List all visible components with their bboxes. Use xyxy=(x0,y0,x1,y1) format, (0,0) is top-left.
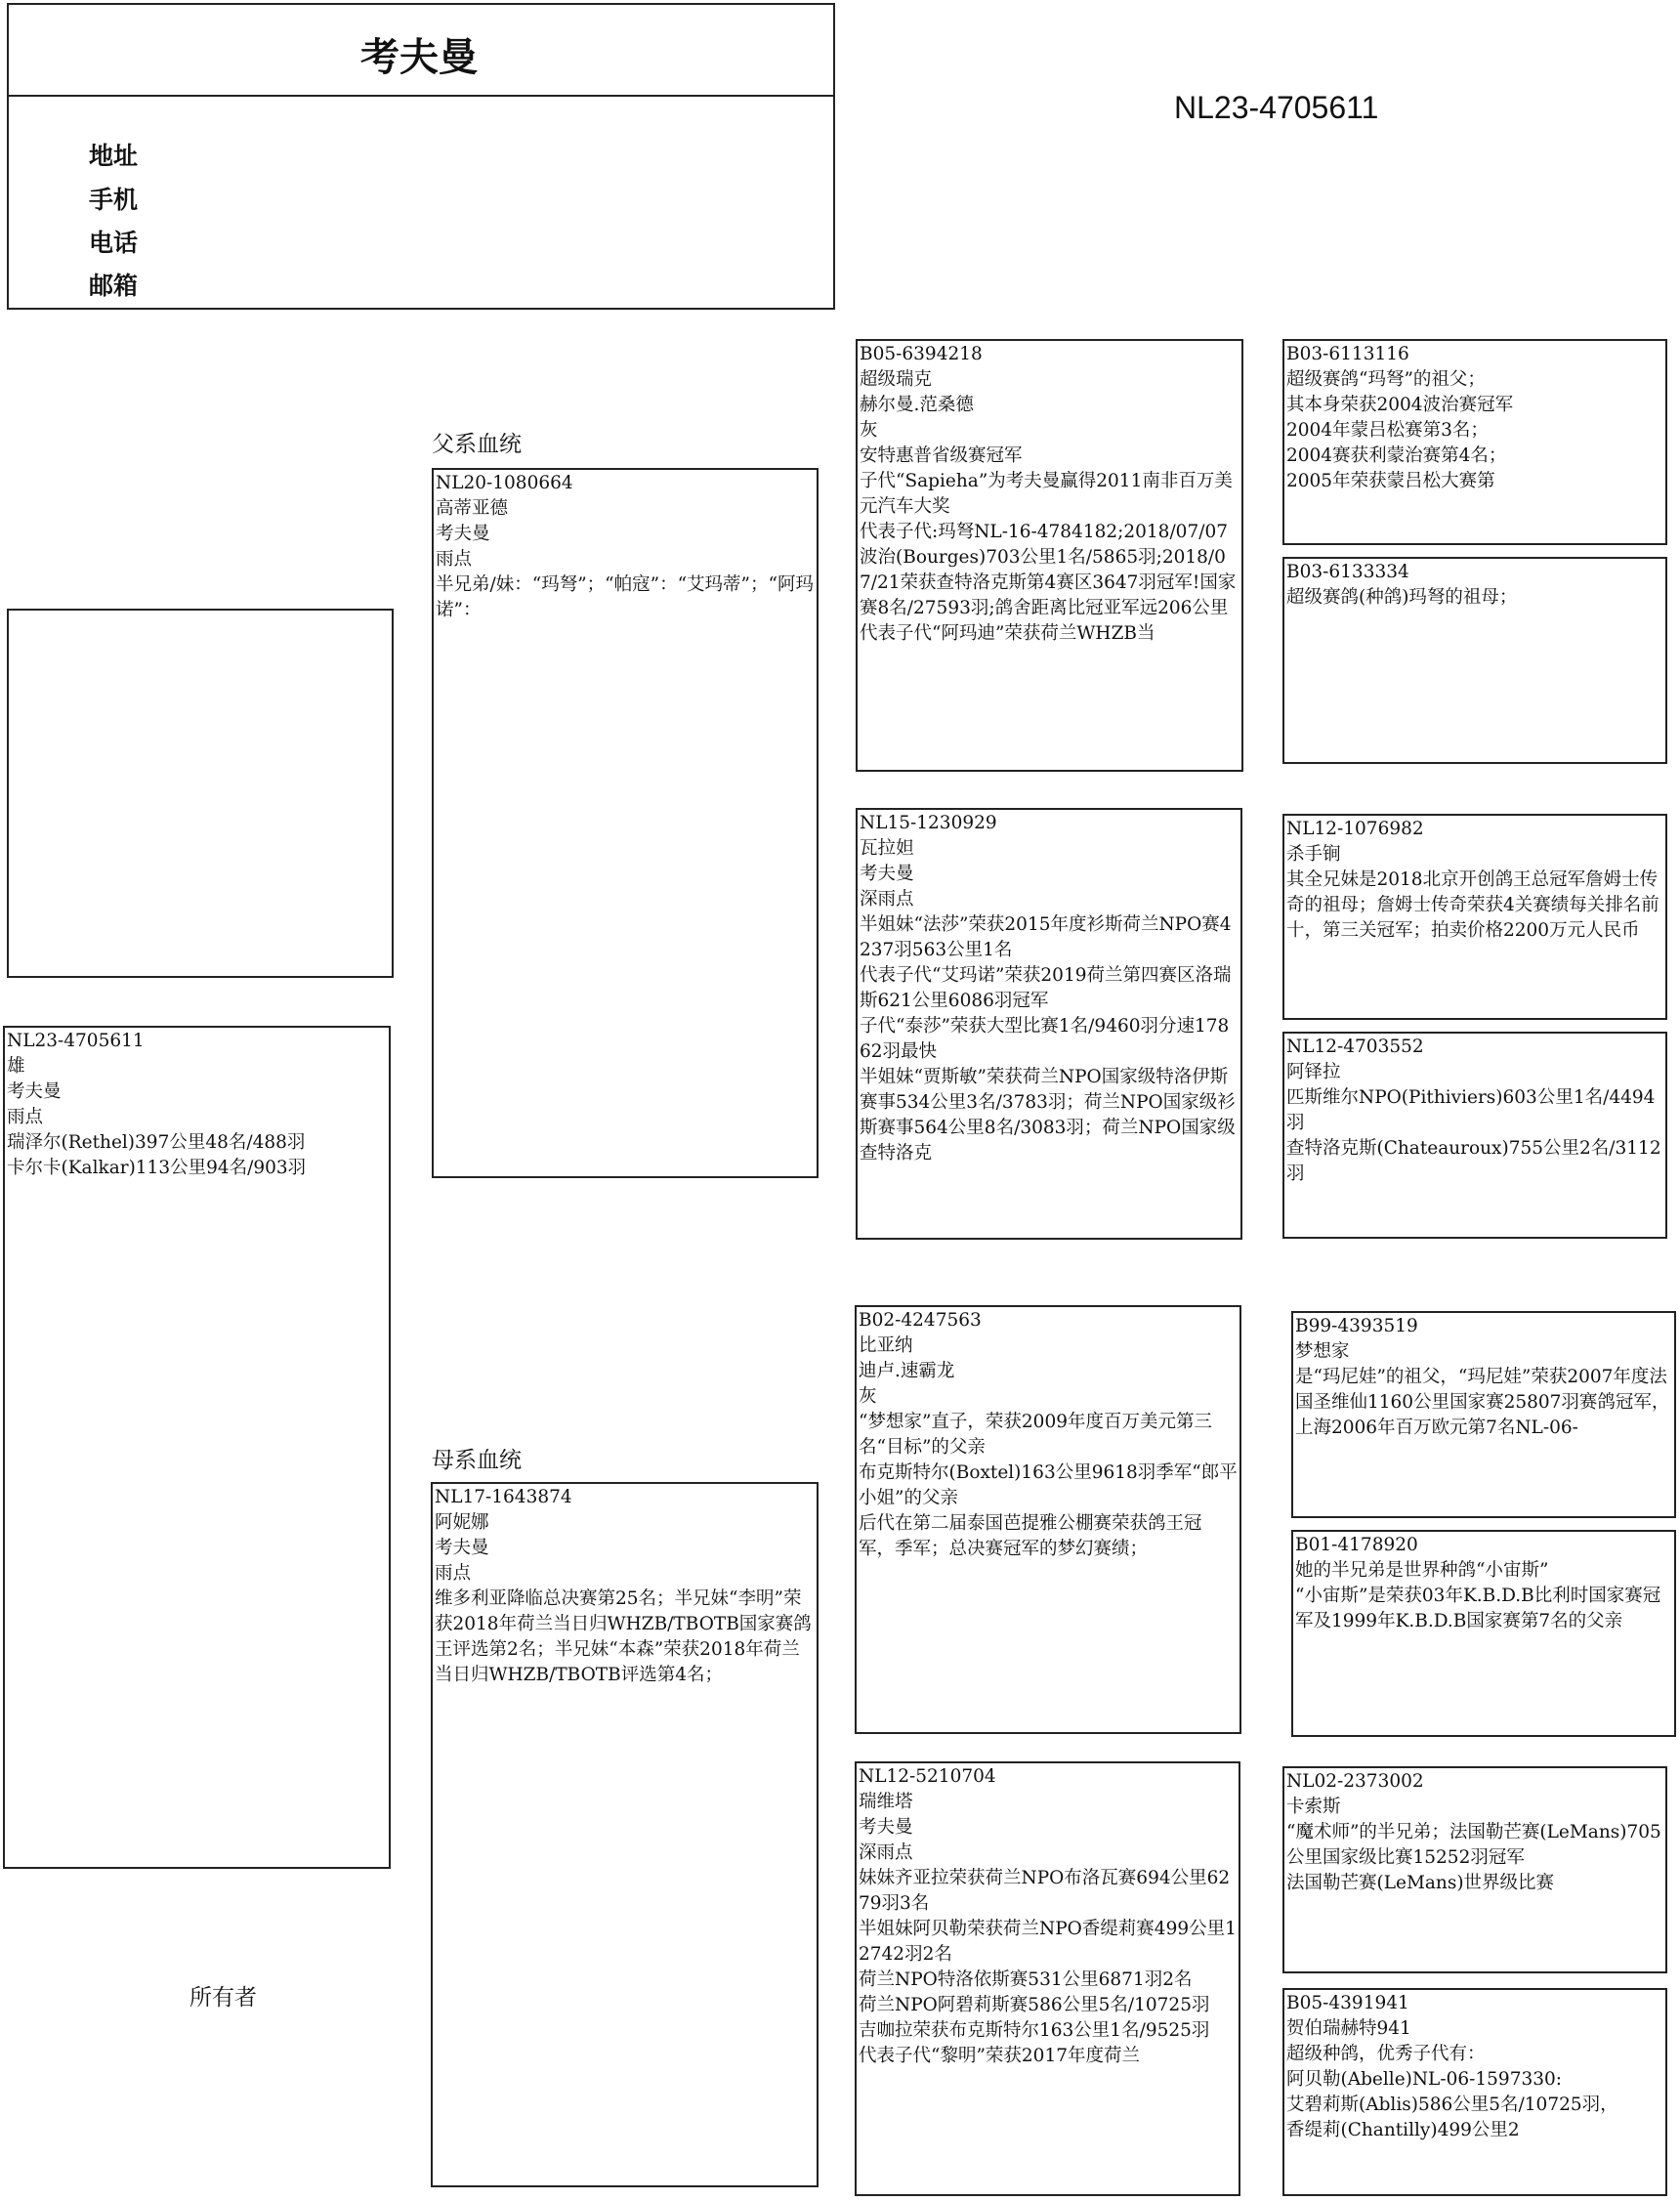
pedigree-line: 她的半兄弟是世界种鸽“小宙斯” xyxy=(1295,1560,1549,1581)
pedigree-line: 迪卢.速霸龙 xyxy=(859,1361,955,1381)
ggp-ssd-lines xyxy=(1284,559,1665,611)
pedigree-line: “魔术师”的半兄弟；法国勒芒赛(LeMans)705公里国家级比赛15252羽冠军 xyxy=(1286,1822,1661,1868)
pedigree-line: 卡索斯 xyxy=(1286,1797,1341,1817)
subject-lines xyxy=(5,1028,389,1181)
ggp-dsd-card xyxy=(1291,1530,1676,1737)
pedigree-line: NL17-1643874 xyxy=(435,1487,572,1507)
pedigree-line: 杀手锏 xyxy=(1286,844,1341,865)
pedigree-line: 荷兰NPO阿碧莉斯赛586公里5名/10725羽 xyxy=(859,1995,1210,2015)
pedigree-line: 半姐妹“贾斯敏”荣获荷兰NPO国家级特洛伊斯赛事534公里3名/3783羽；荷兰NPO国家级衫斯赛事564公里8名/3083羽；荷兰NPO国家级查特洛克 xyxy=(860,1067,1236,1164)
pedigree-line: 深雨点 xyxy=(860,889,914,910)
mobile-label: 手机 xyxy=(89,186,139,214)
ggp-sdd-card xyxy=(1282,1032,1667,1239)
ggp-dss-card xyxy=(1291,1311,1676,1518)
pedigree-line: 查特洛克斯(Chateauroux)755公里2名/3112羽 xyxy=(1286,1138,1661,1184)
dam-line-label: 母系血统 xyxy=(432,1448,522,1473)
pedigree-line: 半姐妹“法莎”荣获2015年度衫斯荷兰NPO赛4237羽563公里1名 xyxy=(860,914,1232,960)
pedigree-line: B05-4391941 xyxy=(1286,1993,1409,2013)
pedigree-line: 雄 xyxy=(7,1056,25,1077)
granddam-dam-side-card xyxy=(855,1761,1240,2196)
pedigree-line: 超级赛鸽(种鸽)玛弩的祖母； xyxy=(1286,587,1518,608)
pedigree-line: 维多利亚降临总决赛第25名；半兄妹“李明”荣获2018年荷兰当日归WHZB/TBOTB国家赛鸽王评选第2名；半兄妹“本森”荣获2018年荷兰当日归WHZB/TBOTB评选第4名； xyxy=(435,1588,812,1685)
pedigree-line: 安特惠普省级赛冠军 xyxy=(860,445,1023,466)
pedigree-line: 半姐妹阿贝勒荣获荷兰NPO香缇莉赛499公里12742羽2名 xyxy=(859,1919,1237,1965)
header-box xyxy=(7,3,835,310)
pedigree-line: 雨点 xyxy=(7,1107,44,1127)
pedigree-line: 荷兰NPO特洛依斯赛531公里6871羽2名 xyxy=(859,1969,1193,1990)
pedigree-line: 考夫曼 xyxy=(7,1081,62,1102)
ggp-sdd-lines xyxy=(1284,1034,1665,1187)
pedigree-line: 阿妮娜 xyxy=(435,1512,489,1533)
pedigree-line: 考夫曼 xyxy=(436,524,490,544)
pedigree-line: 代表子代“阿玛迪”荣获荷兰WHZB当 xyxy=(860,623,1155,644)
pedigree-line: 梦想家 xyxy=(1295,1341,1350,1362)
pedigree-line: 子代“Sapieha”为考夫曼赢得2011南非百万美元汽车大奖 xyxy=(860,471,1233,517)
pedigree-line: B01-4178920 xyxy=(1295,1535,1418,1555)
sire-line-label: 父系血统 xyxy=(432,432,522,457)
pedigree-line: B03-6133334 xyxy=(1286,562,1409,582)
pedigree-line: 上海2006年百万欧元第7名NL-06- xyxy=(1295,1418,1578,1438)
ggp-sss-lines xyxy=(1284,341,1665,494)
grandsire-sire-side-lines xyxy=(858,341,1241,647)
pedigree-line: 艾碧莉斯(Ablis)586公里5名/10725羽， xyxy=(1286,2095,1618,2115)
grandsire-dam-side-lines xyxy=(857,1307,1239,1562)
pedigree-line: “小宙斯”是荣获03年K.B.D.B比利时国家赛冠军及1999年K.B.D.B国家赛第7名的父亲 xyxy=(1295,1586,1661,1631)
pedigree-line: 超级赛鸽“玛弩”的祖父； xyxy=(1286,369,1486,390)
ggp-dds-lines xyxy=(1284,1768,1665,1896)
pedigree-line: 后代在第二届泰国芭提雅公棚赛荣获鸽王冠军，季军；总决赛冠军的梦幻赛绩； xyxy=(859,1513,1202,1559)
pigeon-photo xyxy=(7,609,394,978)
pedigree-line: 贺伯瑞赫特941 xyxy=(1286,2018,1411,2039)
ggp-sds-lines xyxy=(1284,816,1665,944)
pedigree-line: 超级瑞克 xyxy=(860,369,933,390)
grandsire-sire-side-card xyxy=(856,339,1243,772)
pedigree-line: 瑞维塔 xyxy=(859,1792,913,1812)
pedigree-line: 其全兄妹是2018北京开创鸽王总冠军詹姆士传奇的祖母；詹姆士传奇荣获4关赛绩每关排名前十，第三关冠军；拍卖价格2200万元人民币 xyxy=(1286,869,1659,941)
pedigree-line: 布克斯特尔(Boxtel)163公里9618羽季军“郎平小姐”的父亲 xyxy=(859,1462,1238,1508)
ggp-ddd-lines xyxy=(1284,1990,1665,2143)
dam-lines xyxy=(433,1484,817,1688)
pedigree-line: 赫尔曼.范桑德 xyxy=(860,395,974,415)
pedigree-line: 考夫曼 xyxy=(435,1538,489,1558)
pedigree-line: 考夫曼 xyxy=(860,864,914,884)
pedigree-line: 2005年荣获蒙吕松大赛第 xyxy=(1286,471,1495,491)
pedigree-line: “梦想家”直子，荣获2009年度百万美元第三名“目标”的父亲 xyxy=(859,1412,1212,1458)
phone-label: 电话 xyxy=(89,229,139,257)
pedigree-line: B02-4247563 xyxy=(859,1310,982,1331)
pedigree-line: 香缇莉(Chantilly)499公里2 xyxy=(1286,2120,1520,2140)
pedigree-line: NL02-2373002 xyxy=(1286,1771,1424,1792)
pedigree-line: 匹斯维尔NPO(Pithiviers)603公里1名/4494羽 xyxy=(1286,1087,1656,1133)
pedigree-line: NL23-4705611 xyxy=(7,1031,145,1051)
pedigree-line: 妹妹齐亚拉荣获荷兰NPO布洛瓦赛694公里6279羽3名 xyxy=(859,1868,1231,1914)
pedigree-line: 瓦拉妲 xyxy=(860,838,914,859)
pedigree-line: 其本身荣获2004波治赛冠军 xyxy=(1286,395,1514,415)
ggp-dsd-lines xyxy=(1293,1532,1674,1634)
pedigree-line: B05-6394218 xyxy=(860,344,983,364)
email-label: 邮箱 xyxy=(89,272,139,300)
pedigree-line: 卡尔卡(Kalkar)113公里94名/903羽 xyxy=(7,1158,307,1178)
pedigree-line: NL12-5210704 xyxy=(859,1766,996,1787)
subject-card xyxy=(3,1026,391,1869)
pedigree-line: 灰 xyxy=(860,420,878,441)
pedigree-line: 法国勒芒赛(LeMans)世界级比赛 xyxy=(1286,1873,1555,1893)
pedigree-line: NL15-1230929 xyxy=(860,813,997,833)
pedigree-line: 雨点 xyxy=(436,549,473,570)
pedigree-line: NL20-1080664 xyxy=(436,473,573,493)
grandsire-dam-side-card xyxy=(855,1305,1241,1734)
header-divider xyxy=(9,95,833,97)
pedigree-line: 高蒂亚德 xyxy=(436,498,509,519)
granddam-sire-side-card xyxy=(856,808,1242,1240)
pedigree-line: B03-6113116 xyxy=(1286,344,1409,364)
pedigree-line: 吉咖拉荣获布克斯特尔163公里1名/9525羽 xyxy=(859,2020,1210,2041)
pedigree-line: 超级种鸽，优秀子代有： xyxy=(1286,2044,1486,2064)
owner-label: 所有者 xyxy=(189,1985,257,2011)
dam-card xyxy=(431,1482,819,2187)
pedigree-line: 代表子代“黎明”荣获2017年度荷兰 xyxy=(859,2046,1140,2066)
pedigree-line: 瑞泽尔(Rethel)397公里48名/488羽 xyxy=(7,1132,306,1153)
pedigree-line: 代表子代:玛弩NL-16-4784182;2018/07/07波治(Bourges)703公里1名/5865羽;2018/07/21荣获查特洛克斯第4赛区3647羽冠军!国家赛8名/27593羽;鸽舍距离比冠亚军远206公里 xyxy=(860,522,1237,618)
pedigree-line: 阿铎拉 xyxy=(1286,1062,1341,1082)
pedigree-line: NL12-1076982 xyxy=(1286,819,1424,839)
pedigree-line: 灰 xyxy=(859,1386,877,1407)
ggp-dss-lines xyxy=(1293,1313,1674,1441)
pedigree-line: NL12-4703552 xyxy=(1286,1037,1424,1057)
granddam-sire-side-lines xyxy=(858,810,1240,1166)
pedigree-line: 半兄弟/妹：“玛弩”；“帕寇”：“艾玛蒂”；“阿玛诺”： xyxy=(436,574,814,620)
header-ring-number: NL23-4705611 xyxy=(1174,90,1379,125)
address-label: 地址 xyxy=(89,142,139,170)
ggp-sss-card xyxy=(1282,339,1667,545)
pedigree-line: 2004赛获利蒙治赛第4名； xyxy=(1286,445,1507,466)
pedigree-line: 2004年蒙吕松赛第3名； xyxy=(1286,420,1489,441)
pedigree-line: 子代“泰莎”荣获大型比赛1名/9460羽分速17862羽最快 xyxy=(860,1016,1230,1062)
loft-name: 考夫曼 xyxy=(360,35,478,80)
sire-card xyxy=(432,468,819,1178)
ggp-dds-card xyxy=(1282,1766,1667,1973)
granddam-dam-side-lines xyxy=(857,1763,1239,2069)
pedigree-line: 是“玛尼娃”的祖父，“玛尼娃”荣获2007年度法国圣维仙1160公里国家赛25807羽赛鸽冠军， xyxy=(1295,1367,1670,1413)
pedigree-line: B99-4393519 xyxy=(1295,1316,1418,1336)
ggp-ddd-card xyxy=(1282,1988,1667,2196)
ggp-sds-card xyxy=(1282,814,1667,1020)
pedigree-line: 阿贝勒(Abelle)NL-06-1597330: xyxy=(1286,2069,1563,2090)
pedigree-line: 比亚纳 xyxy=(859,1335,913,1356)
sire-lines xyxy=(434,470,817,623)
pedigree-line: 代表子代“艾玛诺”荣获2019荷兰第四赛区洛瑞斯621公里6086羽冠军 xyxy=(860,965,1232,1011)
ggp-ssd-card xyxy=(1282,557,1667,764)
pedigree-line: 深雨点 xyxy=(859,1842,913,1863)
pedigree-line: 雨点 xyxy=(435,1563,472,1584)
pedigree-line: 考夫曼 xyxy=(859,1817,913,1838)
